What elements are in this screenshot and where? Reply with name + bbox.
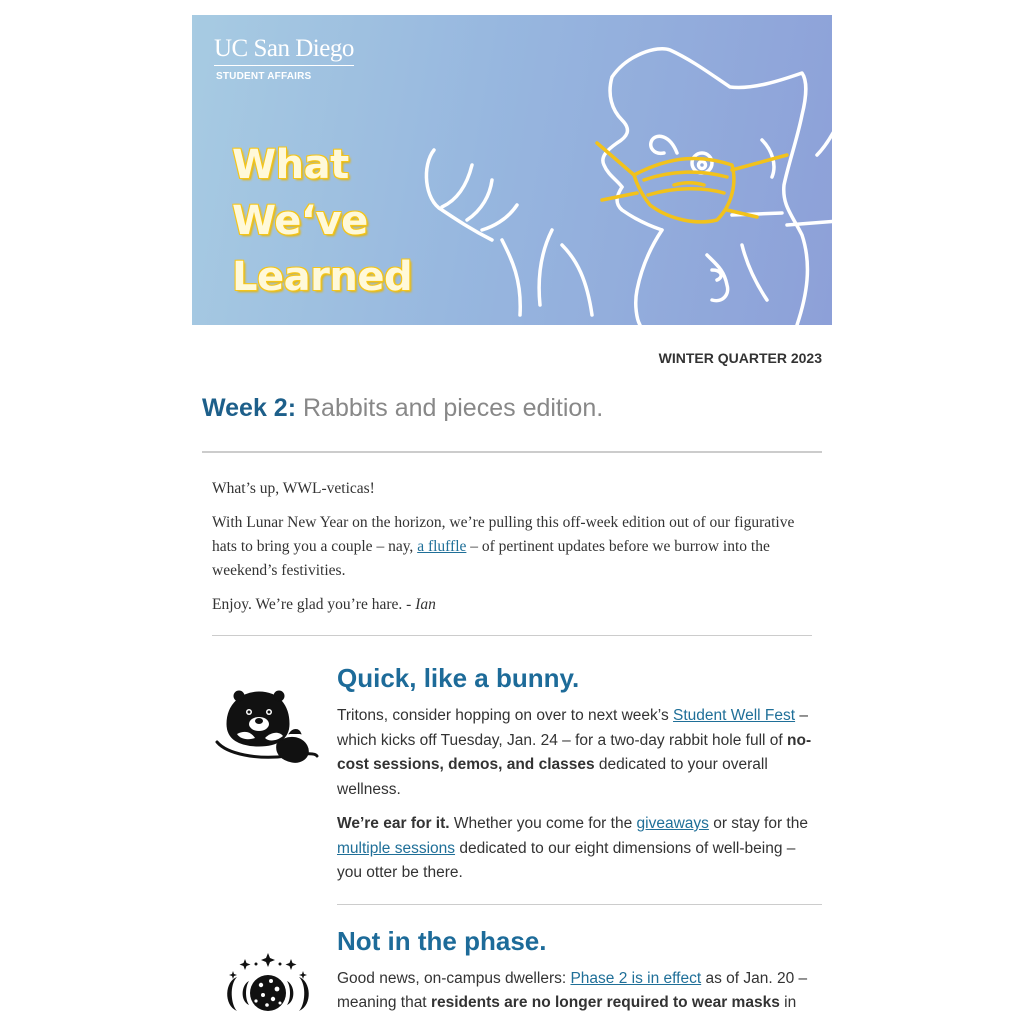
text: Tritons, consider hopping on over to next week’s [337, 707, 674, 724]
multiple-sessions-link[interactable]: multiple sessions [337, 839, 456, 857]
hero-title-line: Learned [232, 254, 413, 300]
text: as of Jan. 20 – meaning that [337, 969, 808, 1011]
intro-paragraph [212, 511, 812, 583]
paragraph [337, 812, 822, 886]
section-quick-like-a-bunny [192, 662, 832, 886]
section-not-in-the-phase [192, 925, 832, 1016]
student-well-fest-link[interactable]: Student Well Fest [673, 707, 796, 724]
text: Whether you come for the [449, 815, 637, 832]
section-text [337, 967, 822, 1016]
section-text [337, 704, 822, 886]
text: – which kicks off Tuesday, Jan. 24 – for a two-day rabbit hole full of [337, 707, 809, 749]
ucsd-logo[interactable] [214, 35, 354, 82]
giveaways-link[interactable]: giveaways [636, 815, 709, 832]
text: – of pertinent updates before we burrow into the weekend’s festivities. [212, 538, 770, 579]
text: in [779, 994, 797, 1011]
section-content [337, 925, 822, 1016]
hero-title [232, 137, 412, 305]
hero-title-line: We‘ve [232, 198, 368, 244]
intro-section [212, 477, 812, 617]
bold-text: residents are no longer required to wear masks [430, 994, 780, 1011]
divider [202, 451, 822, 453]
text: Good news, on-campus dwellers: [337, 969, 571, 987]
email-body [192, 0, 832, 1016]
quarter-label: WINTER QUARTER 2023 [658, 350, 822, 366]
hero-banner [192, 15, 832, 325]
bold-text: We’re ear for it. [337, 815, 450, 832]
divider [212, 635, 812, 636]
masked-bunny-illustration [412, 15, 832, 325]
bold-text: no-cost sessions, demos, and classes [337, 731, 812, 773]
text: or stay for the [708, 815, 808, 832]
intro-signoff [212, 593, 812, 617]
section-content [337, 662, 822, 886]
fluffle-link[interactable]: a fluffle [417, 538, 467, 555]
week-heading [202, 393, 822, 423]
sea-otter-icon [214, 684, 324, 766]
intro-greeting: What’s up, WWL-veticas! [212, 480, 375, 497]
paragraph [337, 967, 822, 1016]
text: Enjoy. We’re glad you’re hare. - [212, 596, 416, 613]
moon-phases-icon [218, 949, 328, 1029]
signature-name: Ian [415, 596, 436, 613]
text: With Lunar New Year on the horizon, we’re pulling this off-week edition out of our figurative hats to bring you a couple – nay, [212, 514, 795, 555]
brand-name: UC San Diego [214, 35, 354, 66]
week-label: Week 2: [202, 394, 297, 422]
text: dedicated to your overall wellness. [337, 756, 768, 798]
week-subtitle: Rabbits and pieces edition. [302, 394, 604, 422]
phase-2-link[interactable]: Phase 2 is in effect [570, 969, 702, 987]
divider [337, 904, 822, 905]
paragraph [337, 704, 822, 802]
section-title: Not in the phase. [337, 925, 547, 956]
text: dedicated to our eight dimensions of well-being – you otter be there. [337, 839, 796, 881]
section-title: Quick, like a bunny. [337, 663, 580, 693]
brand-subtitle: STUDENT AFFAIRS [216, 71, 312, 82]
hero-title-line: What [232, 142, 349, 188]
